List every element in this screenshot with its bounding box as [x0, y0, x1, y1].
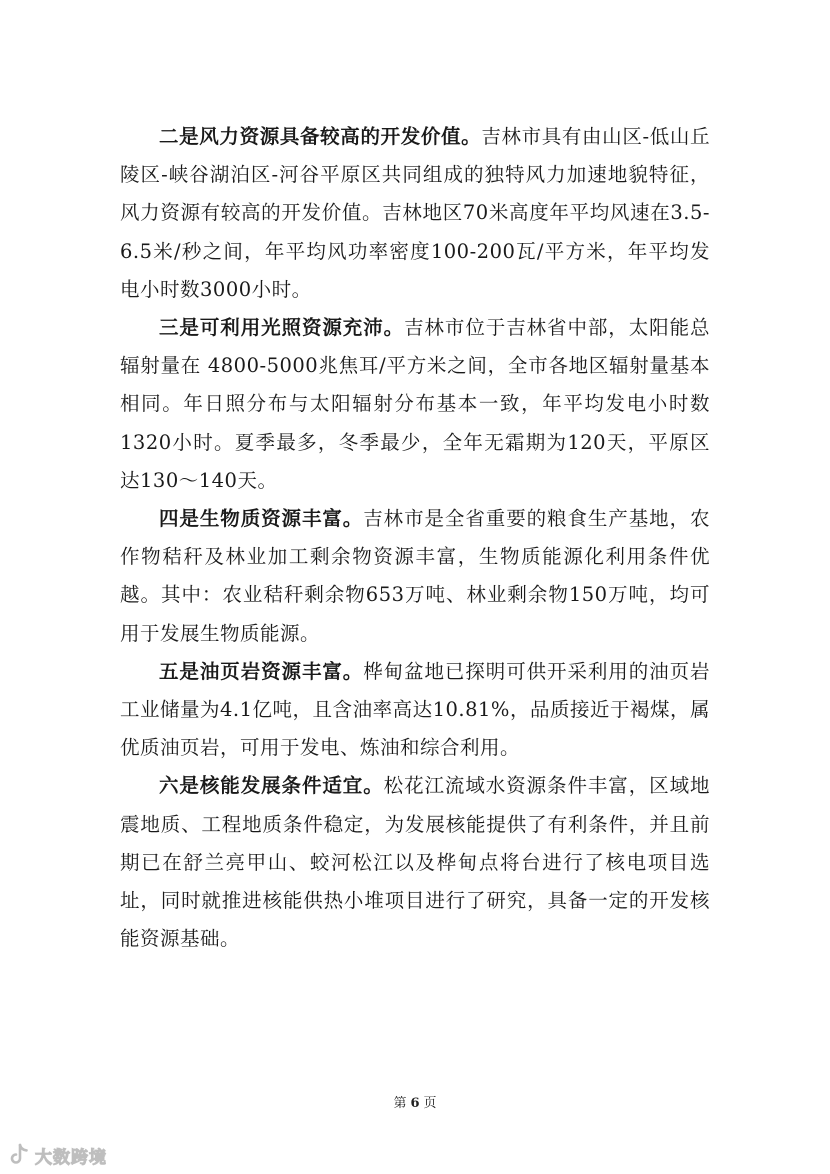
paragraph-wind [120, 118, 710, 309]
paragraph-lead: 四是生物质资源丰富。 [159, 507, 364, 531]
page-number-prefix: 第 [393, 1096, 407, 1111]
paragraph-lead: 六是核能发展条件适宜。 [159, 774, 384, 798]
paragraph-lead: 二是风力资源具备较高的开发价值。 [159, 125, 482, 148]
paragraph-text: 吉林市具有由山区-低山丘陵区-峡谷湖泊区-河谷平原区共同组成的独特风力加速地貌特征，风力资源有较高的开发价值。吉林地区70米高度年平均风速在3.5-6.5米/秒之间，年平均风功率密度100-200瓦/平方米，年平均发电小时数3000小时。 [120, 125, 710, 301]
paragraph-solar [120, 309, 710, 500]
paragraph-biomass [120, 500, 710, 653]
paragraph-oil-shale [120, 653, 710, 768]
page-number-suffix: 页 [423, 1096, 437, 1111]
paragraph-lead: 三是可利用光照资源充沛。 [159, 316, 405, 340]
paragraph-text: 吉林市位于吉林省中部，太阳能总辐射量在 4800-5000兆焦耳/平方米之间，全市各地区辐射量基本相同。年日照分布与太阳辐射分布基本一致，年平均发电小时数1320小时。夏季最多，冬季最少，全年无霜期为120天，平原区达130～140天。 [120, 316, 710, 492]
paragraph-lead: 五是油页岩资源丰富。 [159, 659, 364, 683]
paragraph-nuclear [120, 767, 710, 958]
document-body [120, 118, 710, 958]
page-footer [0, 1092, 830, 1111]
page-number: 6 [410, 1096, 420, 1111]
watermark [8, 1141, 107, 1169]
paragraph-text: 松花江流域水资源条件丰富，区域地震地质、工程地质条件稳定，为发展核能提供了有利条件，并且前期已在舒兰亮甲山、蛟河松江以及桦甸点将台进行了核电项目选址，同时就推进核能供热小堆项目进行了研究，具备一定的开发核能资源基础。 [120, 774, 710, 951]
paragraph-text: 吉林市是全省重要的粮食生产基地，农作物秸秆及林业加工剩余物资源丰富，生物质能源化利用条件优越。其中：农业秸秆剩余物653万吨、林业剩余物150万吨，均可用于发展生物质能源。 [120, 507, 710, 645]
tiktok-logo-icon [8, 1143, 30, 1167]
watermark-text: 大数跨境 [35, 1147, 107, 1168]
paragraph-text: 桦甸盆地已探明可供开采利用的油页岩工业储量为4.1亿吨，且含油率高达10.81%，品质接近于褐煤，属优质油页岩，可用于发电、炼油和综合利用。 [120, 659, 710, 760]
